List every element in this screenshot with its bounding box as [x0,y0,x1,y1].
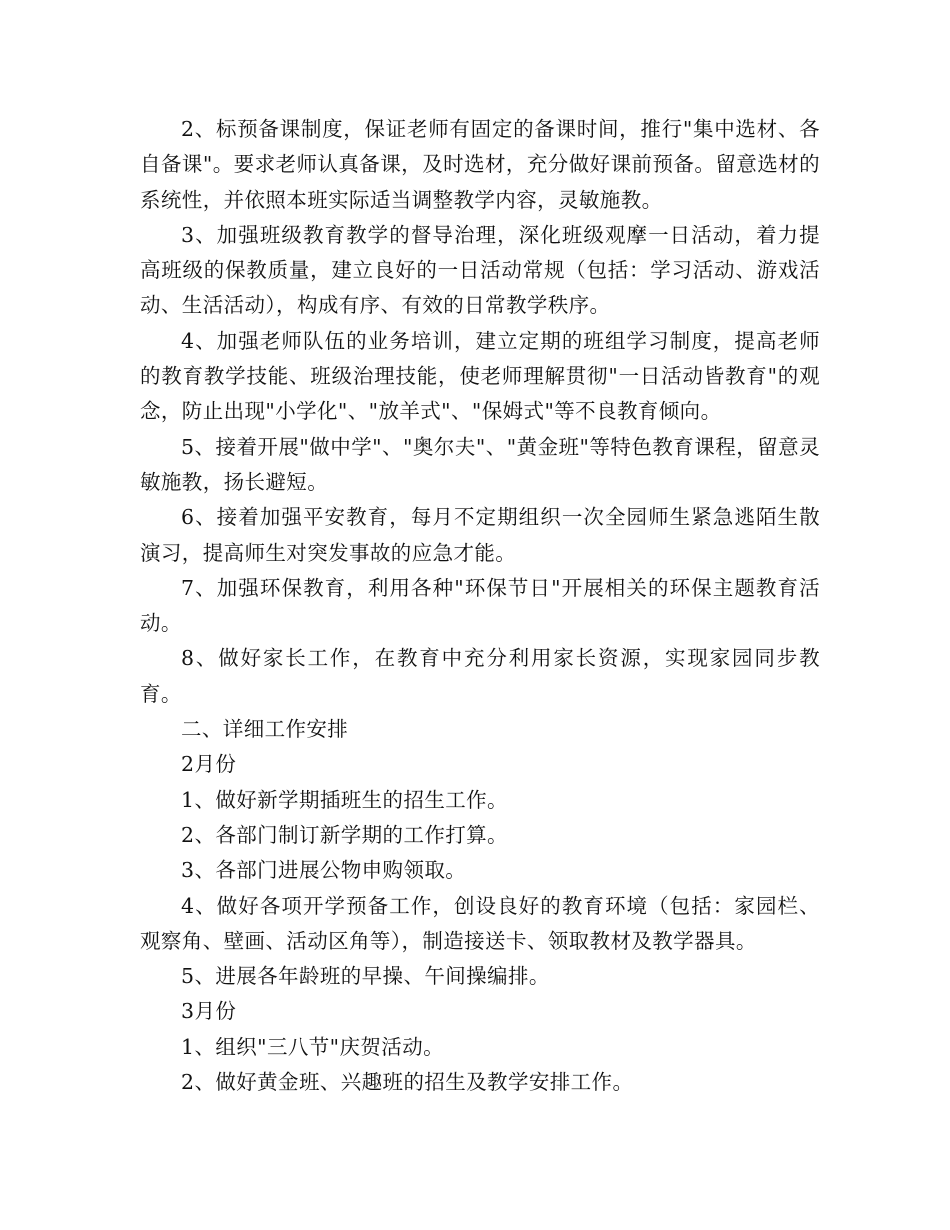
paragraph-item-2: 2、标预备课制度，保证老师有固定的备课时间，推行"集中选材、各自备课"。要求老师认真备课，及时选材，充分做好课前预备。留意选材的系统性，并依照本班实际适当调整教学内容，灵敏施教。 [140,117,820,212]
month-heading-mar: 3月份 [181,999,237,1024]
paragraph-item-3: 3、加强班级教育教学的督导治理，深化班级观摩一日活动，着力提高班级的保教质量，建立良好的一日活动常规（包括：学习活动、游戏活动、生活活动），构成有序、有效的日常教学秩序。 [140,222,820,318]
feb-item-1: 1、做好新学期插班生的招生工作。 [181,787,508,812]
mar-item-2: 2、做好黄金班、兴趣班的招生及教学安排工作。 [181,1070,634,1095]
paragraph-item-4: 4、加强老师队伍的业务培训，建立定期的班组学习制度，提高老师的教育教学技能、班级治理技能，使老师理解贯彻"一日活动皆教育"的观念，防止出现"小学化"、"放羊式"、"保姆式"等不良教育倾向。 [140,328,820,424]
feb-item-3: 3、各部门进展公物申购领取。 [181,858,467,883]
mar-item-1: 1、组织"三八节"庆贺活动。 [181,1034,445,1059]
document-body [140,112,820,1100]
month-heading-feb: 2月份 [181,752,237,777]
paragraph-item-5: 5、接着开展"做中学"、"奥尔夫"、"黄金班"等特色教育课程，留意灵敏施教，扬长避短。 [140,434,820,494]
paragraph-item-8: 8、做好家长工作，在教育中充分利用家长资源，实现家园同步教育。 [140,646,820,706]
feb-item-5: 5、进展各年龄班的早操、午间操编排。 [181,964,550,989]
feb-item-2: 2、各部门制订新学期的工作打算。 [181,822,508,847]
paragraph-item-6: 6、接着加强平安教育，每月不定期组织一次全园师生紧急逃陌生散演习，提高师生对突发事故的应急才能。 [140,505,820,565]
section-heading: 二、详细工作安排 [181,717,349,742]
feb-item-4: 4、做好各项开学预备工作，创设良好的教育环境（包括：家园栏、观察角、壁画、活动区角等），制造接送卡、领取教材及教学器具。 [140,893,820,953]
paragraph-item-7: 7、加强环保教育，利用各种"环保节日"开展相关的环保主题教育活动。 [140,575,820,636]
